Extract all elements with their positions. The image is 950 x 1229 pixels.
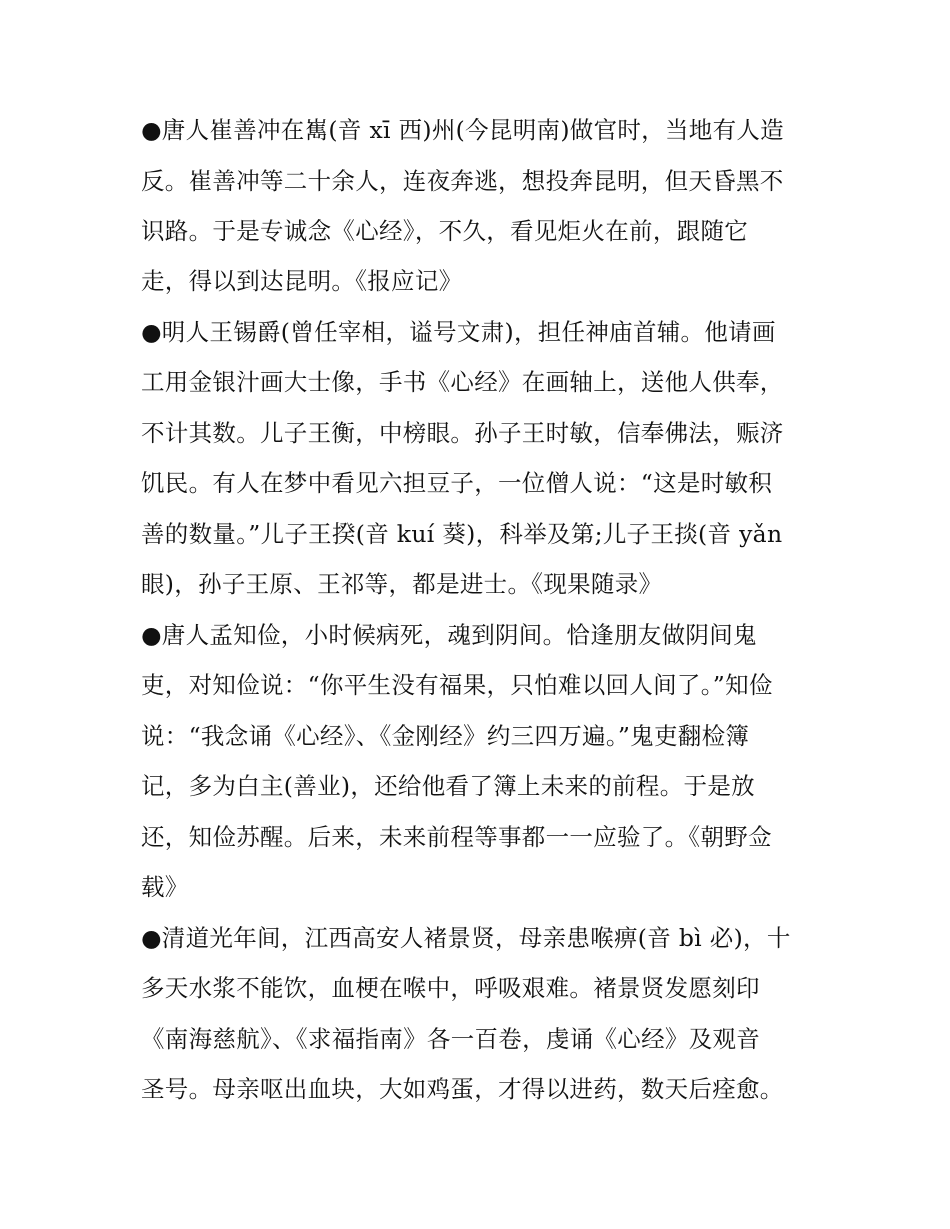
text-line: 走，得以到达昆明。《报应记》 (141, 267, 463, 295)
text-line: 善的数量。”儿子王揆(音 kuí 葵)，科举及第;儿子王掞(音 yǎn (141, 520, 783, 548)
text-line: 识路。于是专诚念《心经》，不久，看见炬火在前，跟随它 (141, 217, 749, 245)
text-line: 记，多为白主(善业)，还给他看了簿上未来的前程。于是放 (141, 772, 755, 800)
text-line: ●唐人崔善冲在嶲(音 xī 西)州(今昆明南)做官时，当地有人造 (141, 116, 784, 144)
text-line: 饥民。有人在梦中看见六担豆子，一位僧人说：“这是时敏积 (141, 469, 773, 497)
text-line: 工用金银汁画大士像，手书《心经》在画轴上，送他人供奉， (141, 368, 784, 396)
text-line: 不计其数。儿子王衡，中榜眼。孙子王时敏，信奉佛法，赈济 (141, 419, 784, 447)
text-line: ●清道光年间，江西高安人褚景贤，母亲患喉痹(音 bì 必)，十 (141, 924, 791, 952)
text-line: ●明人王锡爵(曾任宰相，谥号文肃)，担任神庙首辅。他请画 (141, 318, 776, 346)
text-line: 《南海慈航》、《求福指南》各一百卷，虔诵《心经》及观音 (141, 1025, 761, 1053)
text-line: 说：“我念诵《心经》、《金刚经》约三四万遍。”鬼吏翻检簿 (141, 722, 750, 750)
text-line: 还，知俭苏醒。后来，未来前程等事都一一应验了。《朝野佥 (141, 823, 772, 851)
text-line: 多天水浆不能饮，血梗在喉中，呼吸艰难。褚景贤发愿刻印 (141, 974, 760, 1002)
text-line: 圣号。母亲呕出血块，大如鸡蛋，才得以进药，数天后痊愈。 (141, 1075, 784, 1103)
text-line: 眼)，孙子王原、王祁等，都是进士。《现果随录》 (141, 570, 663, 598)
text-line: 反。崔善冲等二十余人，连夜奔逃，想投奔昆明，但天昏黑不 (141, 167, 784, 195)
text-line: 载》 (141, 873, 189, 901)
text-line: ●唐人孟知俭，小时候病死，魂到阴间。恰逢朋友做阴间鬼 (141, 621, 757, 649)
text-line: 吏，对知俭说：“你平生没有福果，只怕难以回人间了。”知俭 (141, 671, 773, 699)
